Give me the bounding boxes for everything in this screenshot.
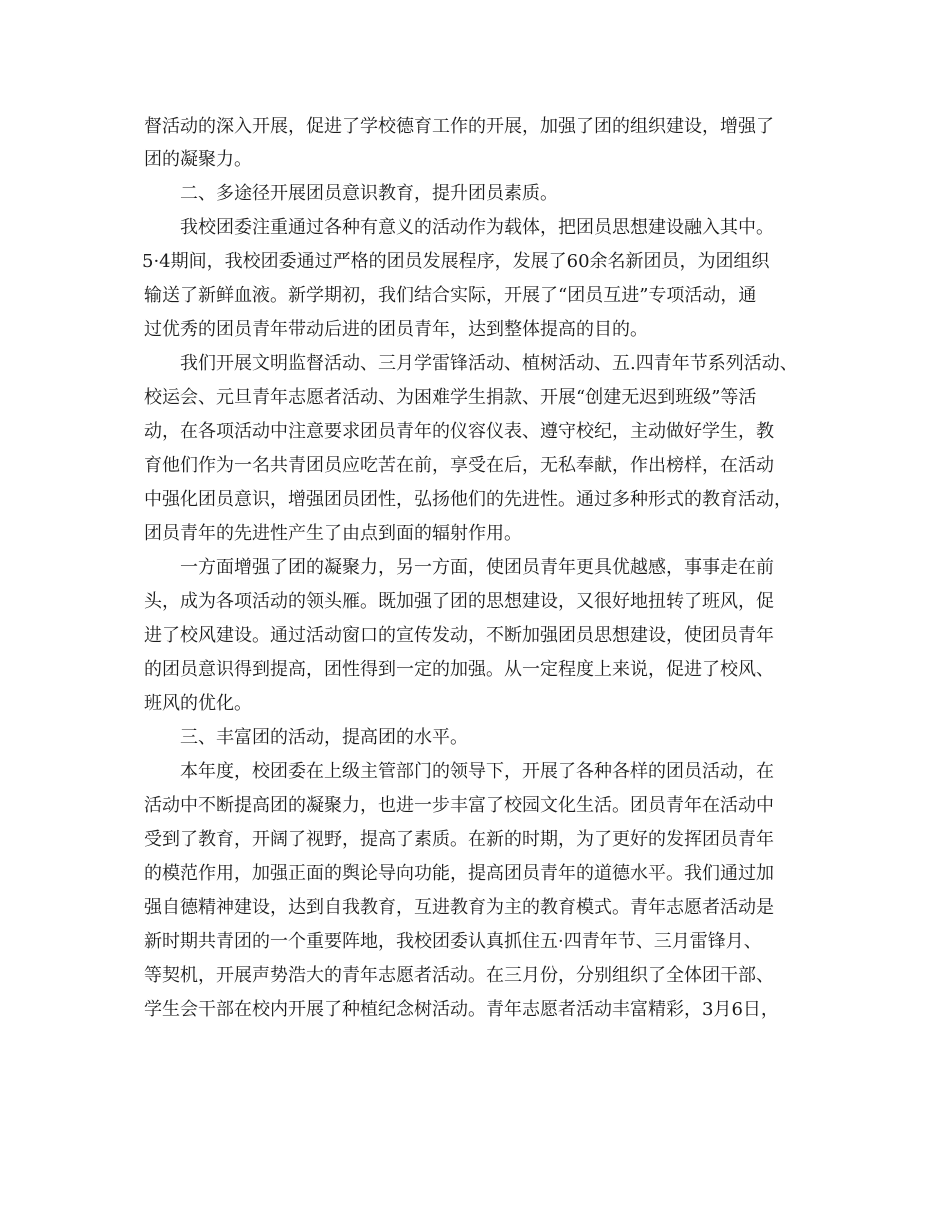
text-line: 团员青年的先进性产生了由点到面的辐射作用。 — [144, 523, 522, 544]
text-line: 受到了教育，开阔了视野，提高了素质。在新的时期，为了更好的发挥团员青年 — [144, 829, 774, 850]
text-line: 的团员意识得到提高，团性得到一定的加强。从一定程度上来说，促进了校风、 — [144, 659, 774, 680]
text-line: 我校团委注重通过各种有意义的活动作为载体，把团员思想建设融入其中。 — [180, 217, 774, 238]
text-line: 育他们作为一名共青团员应吃苦在前，享受在后，无私奉献，作出榜样，在活动 — [144, 455, 774, 476]
text-line: 校运会、元旦青年志愿者活动、为困难学生捐款、开展“创建无迟到班级”等活 — [144, 387, 757, 408]
text-line: 等契机，开展声势浩大的青年志愿者活动。在三月份，分别组织了全体团干部、 — [144, 965, 774, 986]
text-line: 学生会干部在校内开展了种植纪念树活动。青年志愿者活动丰富精彩，3月6日， — [144, 999, 779, 1020]
text-line: 5·4期间，我校团委通过严格的团员发展程序，发展了60余名新团员，为团组织 — [142, 251, 770, 272]
section-heading: 三、丰富团的活动，提高团的水平。 — [180, 727, 468, 748]
text-line: 新时期共青团的一个重要阵地，我校团委认真抓住五·四青年节、三月雷锋月、 — [144, 931, 762, 952]
text-line: 中强化团员意识，增强团员团性，弘扬他们的先进性。通过多种形式的教育活动， — [144, 489, 792, 510]
text-line: 本年度，校团委在上级主管部门的领导下，开展了各种各样的团员活动，在 — [180, 761, 774, 782]
text-line: 动，在各项活动中注意要求团员青年的仪容仪表、遵守校纪，主动做好学生，教 — [144, 421, 774, 442]
text-line: 团的凝聚力。 — [144, 149, 252, 170]
section-heading: 二、多途径开展团员意识教育，提升团员素质。 — [180, 183, 558, 204]
text-line: 督活动的深入开展，促进了学校德育工作的开展，加强了团的组织建设，增强了 — [144, 116, 774, 137]
text-line: 过优秀的团员青年带动后进的团员青年，达到整体提高的目的。 — [144, 319, 648, 340]
text-line: 活动中不断提高团的凝聚力，也进一步丰富了校园文化生活。团员青年在活动中 — [144, 795, 774, 816]
text-line: 的模范作用，加强正面的舆论导向功能，提高团员青年的道德水平。我们通过加 — [144, 863, 774, 884]
text-line: 一方面增强了团的凝聚力，另一方面，使团员青年更具优越感，事事走在前 — [180, 557, 774, 578]
text-line: 进了校风建设。通过活动窗口的宣传发动，不断加强团员思想建设，使团员青年 — [144, 625, 774, 646]
text-line: 输送了新鲜血液。新学期初，我们结合实际，开展了“团员互进”专项活动，通 — [144, 285, 757, 306]
text-line: 强自德精神建设，达到自我教育，互进教育为主的教育模式。青年志愿者活动是 — [144, 897, 774, 918]
text-line: 班风的优化。 — [144, 693, 252, 714]
text-line: 我们开展文明监督活动、三月学雷锋活动、植树活动、五.四青年节系列活动、 — [180, 353, 798, 374]
text-line: 头，成为各项活动的领头雁。既加强了团的思想建设，又很好地扭转了班风，促 — [144, 591, 774, 612]
